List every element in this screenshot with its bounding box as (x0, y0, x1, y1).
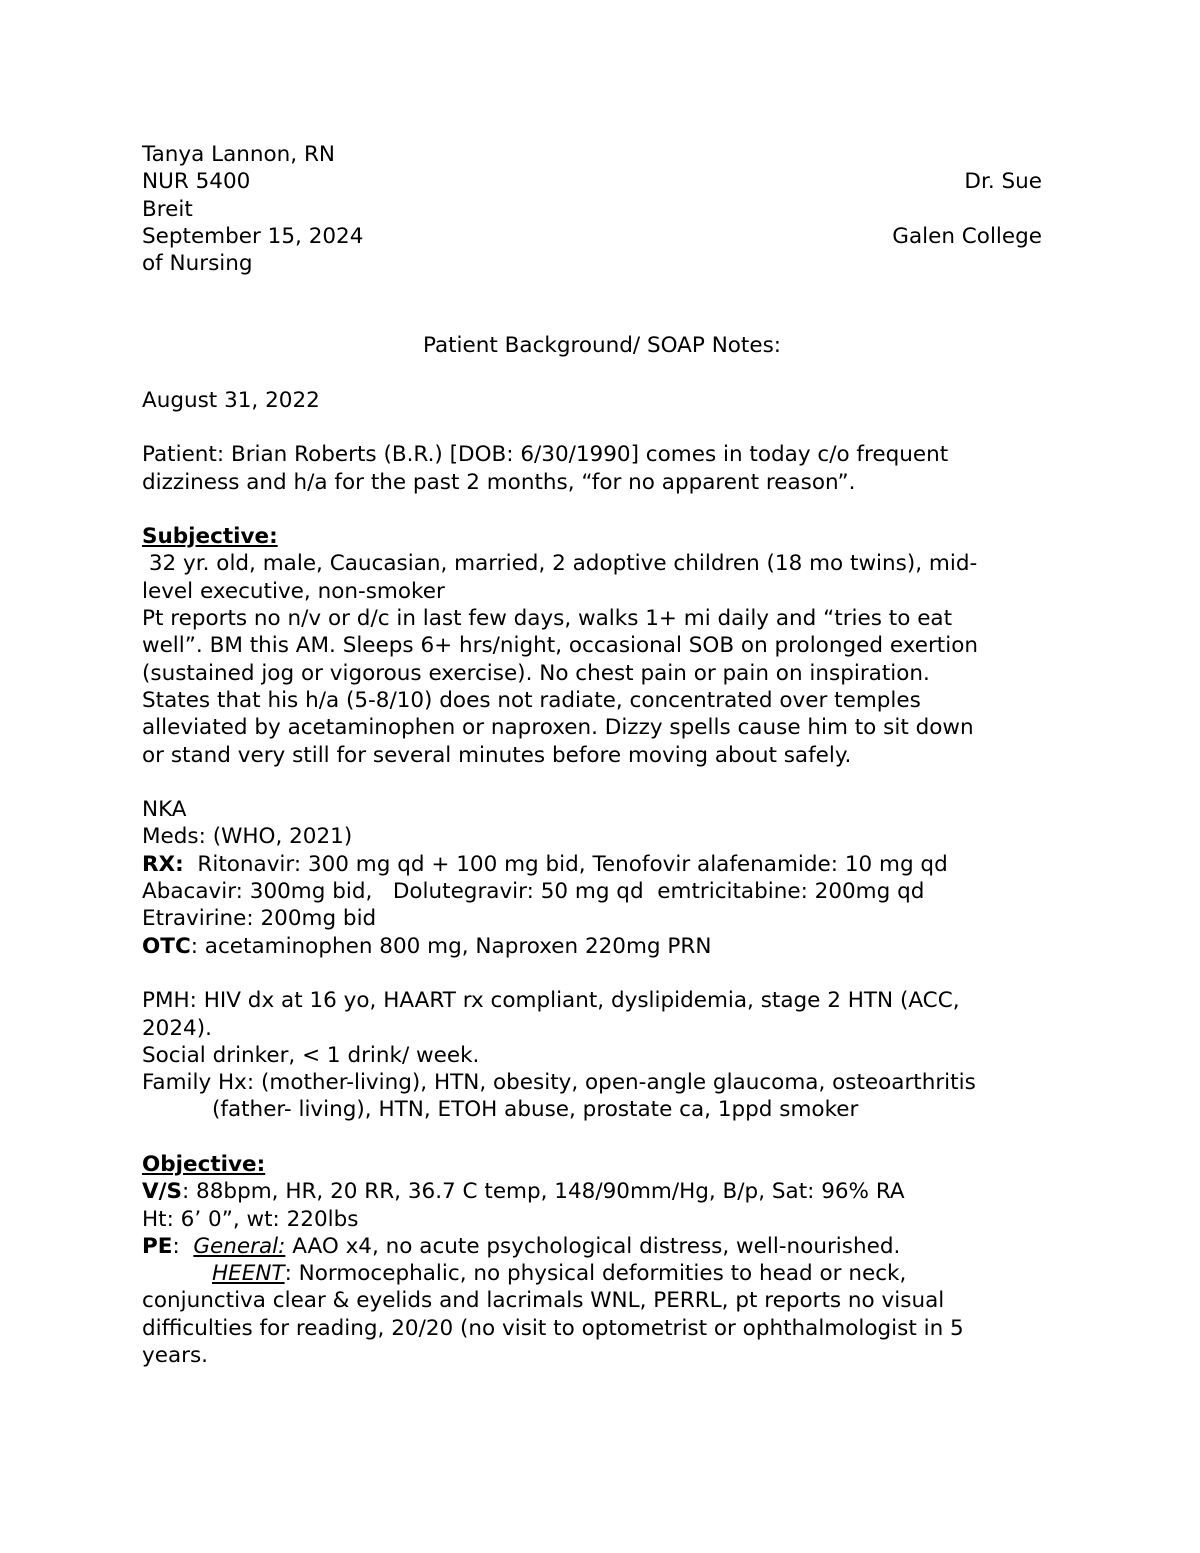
rx-label: RX: (142, 851, 184, 877)
subjective-line: or stand very still for several minutes before moving about safely. (142, 742, 852, 768)
heent-line: years. (142, 1343, 209, 1369)
subjective-heading: Subjective: (142, 524, 278, 550)
subjective-line: 32 yr. old, male, Caucasian, married, 2 adoptive children (18 mo twins), mid- (142, 551, 978, 577)
instructor-name: Dr. Sue (964, 169, 1042, 195)
family-history-line: (father- living), HTN, ETOH abuse, prostate ca, 1ppd smoker (212, 1097, 859, 1123)
document-title: Patient Background/ SOAP Notes: (422, 333, 782, 359)
objective-heading: Objective: (142, 1151, 266, 1177)
heent-line (142, 1260, 1062, 1287)
heent-line: difficulties for reading, 20/20 (no visit to optometrist or ophthalmologist in 5 (142, 1315, 964, 1341)
heent-text: : Normocephalic, no physical deformities to head or neck, (284, 1261, 907, 1287)
general-text: AAO x4, no acute psychological distress, well-nourished. (285, 1233, 901, 1259)
subjective-line: well”. BM this AM. Sleeps 6+ hrs/night, occasional SOB on prolonged exertion (142, 633, 978, 659)
pe-separator: : (172, 1233, 194, 1259)
course-code: NUR 5400 (142, 169, 251, 195)
subjective-line: (sustained jog or vigorous exercise). No chest pain or pain on inspiration. (142, 660, 930, 686)
subjective-line: Pt reports no n/v or d/c in last few days, walks 1+ mi daily and “tries to eat (142, 606, 953, 632)
instructor-name-continued: Breit (142, 196, 193, 222)
pmh-line: 2024). (142, 1015, 212, 1041)
vs-label: V/S (142, 1179, 182, 1205)
date-school-line (142, 223, 1062, 250)
subjective-line: States that his h/a (5-8/10) does not radiate, concentrated over temples (142, 687, 921, 713)
family-history-line: Family Hx: (mother-living), HTN, obesity, open-angle glaucoma, osteoarthritis (142, 1070, 976, 1096)
otc-line (142, 933, 1062, 960)
submission-date: September 15, 2024 (142, 223, 364, 249)
pe-label: PE (142, 1233, 173, 1259)
general-label: General: (193, 1233, 286, 1259)
pmh-line: PMH: HIV dx at 16 yo, HAART rx compliant, dyslipidemia, stage 2 HTN (ACC, (142, 988, 960, 1014)
height-weight-line: Ht: 6’ 0”, wt: 220lbs (142, 1206, 359, 1232)
author-name: Tanya Lannon, RN (142, 142, 335, 167)
heent-line: conjunctiva clear & eyelids and lacrimals WNL, PERRL, pt reports no visual (142, 1288, 945, 1314)
pe-general-line (142, 1233, 1062, 1260)
rx-text: Ritonavir: 300 mg qd + 100 mg bid, Tenofovir alafenamide: 10 mg qd (183, 851, 948, 877)
allergies-line: NKA (142, 797, 187, 823)
document-body (142, 141, 1062, 1369)
meds-line: Meds: (WHO, 2021) (142, 824, 353, 850)
rx-line: Abacavir: 300mg bid, Dolutegravir: 50 mg qd emtricitabine: 200mg qd (142, 879, 925, 905)
rx-line: Etravirine: 200mg bid (142, 906, 377, 932)
vs-text: : 88bpm, HR, 20 RR, 36.7 C temp, 148/90mm/Hg, B/p, Sat: 96% RA (181, 1179, 905, 1205)
school-name-continued: of Nursing (142, 251, 253, 277)
visit-date: August 31, 2022 (142, 387, 320, 413)
otc-label: OTC (142, 933, 191, 959)
school-name: Galen College (892, 223, 1042, 249)
social-history-line: Social drinker, < 1 drink/ week. (142, 1042, 480, 1068)
patient-intro-line: Patient: Brian Roberts (B.R.) [DOB: 6/30/1990] comes in today c/o frequent (142, 442, 949, 468)
subjective-line: alleviated by acetaminophen or naproxen. Dizzy spells cause him to sit down (142, 715, 974, 741)
subjective-line: level executive, non-smoker (142, 578, 445, 604)
vital-signs-line (142, 1178, 1062, 1205)
course-instructor-line (142, 168, 1062, 195)
heent-label: HEENT (212, 1261, 285, 1287)
rx-line (142, 851, 1062, 878)
patient-intro-line: dizziness and h/a for the past 2 months, “for no apparent reason”. (142, 469, 856, 495)
otc-text: : acetaminophen 800 mg, Naproxen 220mg PRN (190, 933, 712, 959)
